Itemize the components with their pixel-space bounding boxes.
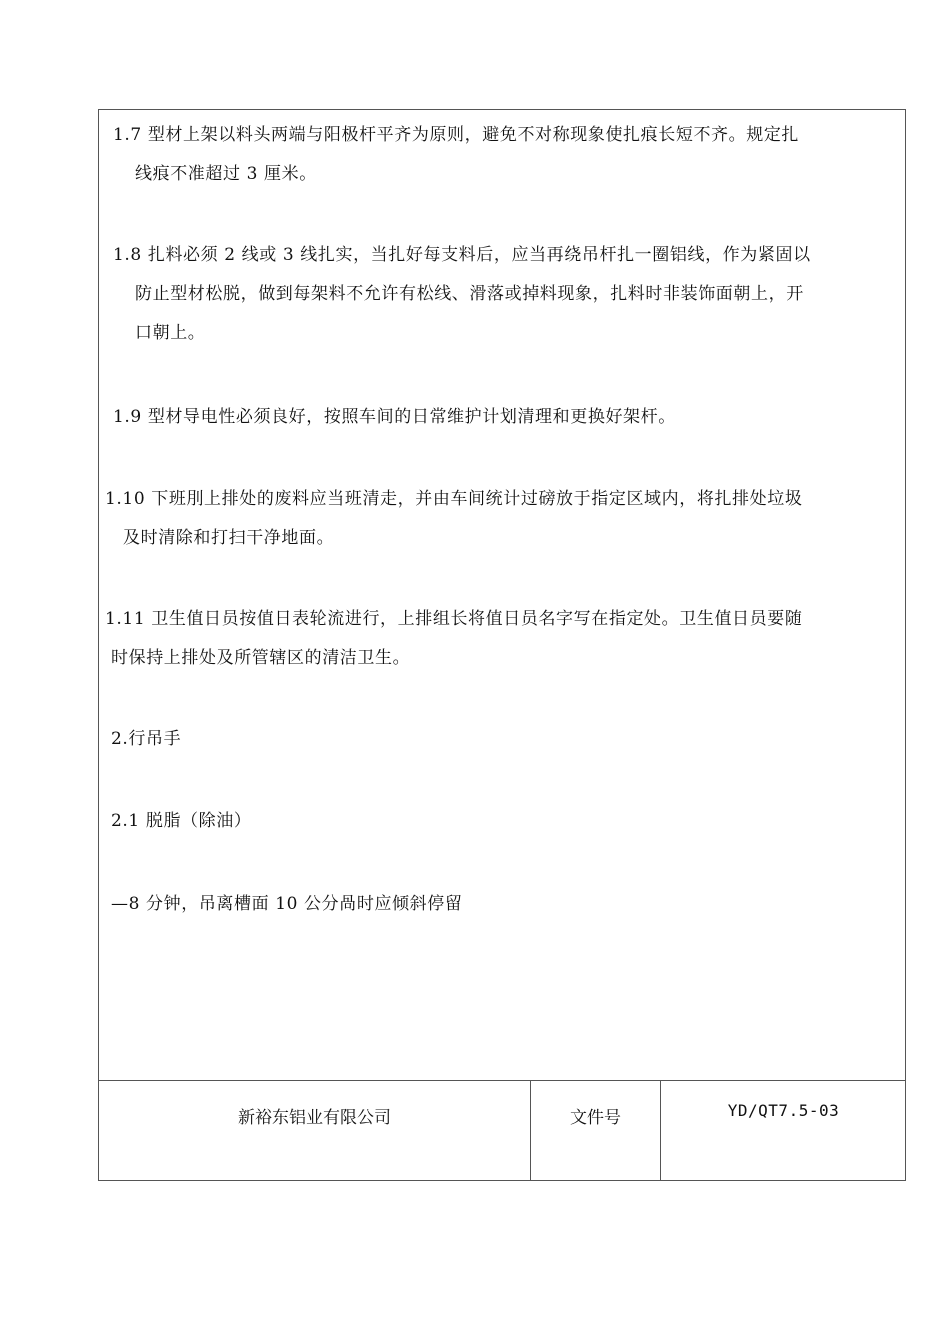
content-cell: [99, 110, 905, 1081]
paragraph-dash: [111, 885, 462, 924]
doc-number-label: 文件号: [570, 1108, 621, 1128]
footer-doc-label-cell: [531, 1081, 661, 1181]
document-table: [98, 109, 906, 1181]
footer-doc-value-cell: [661, 1081, 906, 1181]
paragraph-line: 1.8 扎料必须 2 线或 3 线扎实，当扎好每支料后，应当再绕吊杆扎一圈铝线，作为紧固以: [113, 245, 811, 265]
paragraph-line: 1.9 型材导电性必须良好，按照车间的日常维护计划清理和更换好架杆。: [113, 407, 676, 427]
section-heading-text: 2.行吊手: [111, 729, 182, 749]
subsection-heading-text: 2.1 脱脂（除油）: [111, 811, 252, 831]
footer-company-cell: [99, 1081, 531, 1181]
doc-number-value: YD/QT7.5-03: [727, 1101, 840, 1120]
paragraph-line: 1.10 下班刖上排处的废料应当班清走，并由车间统计过磅放于指定区域内，将扎排处垃圾: [105, 489, 803, 509]
paragraph-1-9: [113, 398, 676, 437]
paragraph-1-7: [113, 116, 799, 194]
paragraph-1-11: [105, 600, 802, 678]
paragraph-line: 防止型材松脱，做到每架料不允许有松线、滑落或掉料现象，扎料时非装饰面朝上，开: [135, 284, 804, 304]
paragraph-1-8: [113, 236, 811, 353]
paragraph-line: 1.11 卫生值日员按值日表轮流进行，上排组长将值日员名字写在指定处。卫生值日员要随: [105, 609, 803, 629]
paragraph-line: 及时清除和打扫干净地面。: [123, 528, 335, 548]
paragraph-1-10: [105, 480, 802, 558]
paragraph-line: 线痕不准超过 3 厘米。: [135, 164, 317, 184]
paragraph-line: 时保持上排处及所管辖区的清洁卫生。: [111, 648, 411, 668]
paragraph-line: 口朝上。: [135, 323, 206, 343]
paragraph-line: 1.7 型材上架以料头两端与阳极杆平齐为原则，避免不对称现象使扎痕长短不齐。规定扎: [113, 125, 800, 145]
section-heading-2: [111, 720, 181, 759]
company-name: 新裕东铝业有限公司: [238, 1108, 391, 1128]
paragraph-line: —8 分钟，吊离槽面 10 公分咼时应倾斜停留: [111, 894, 463, 914]
subsection-heading-2-1: [111, 802, 251, 841]
